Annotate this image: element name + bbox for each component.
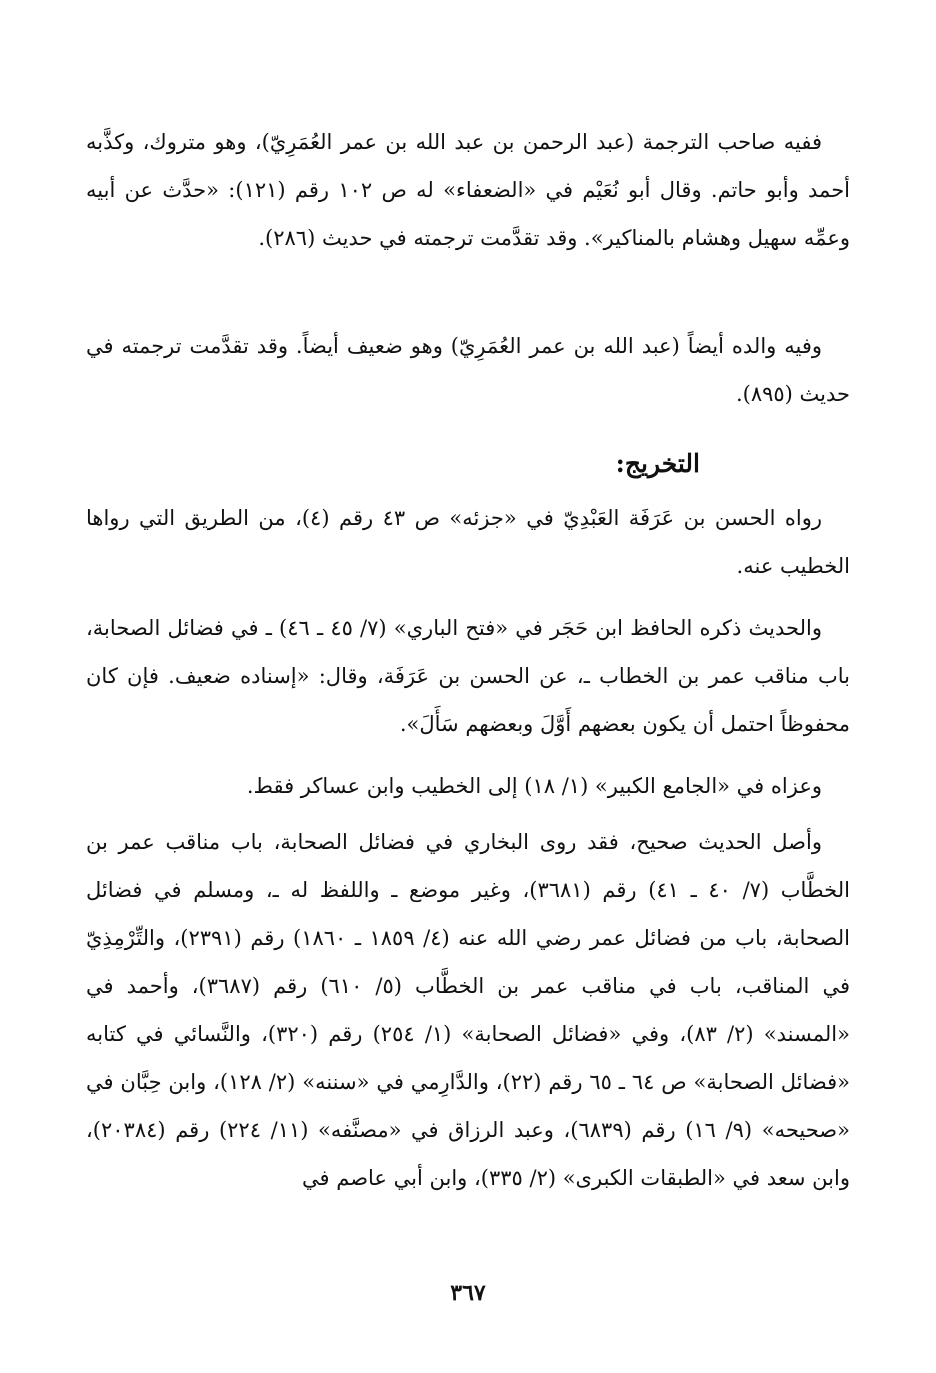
paragraph-takhrij-source xyxy=(86,494,850,590)
paragraph-text: ففيه صاحب الترجمة (عبد الرحمن بن عبد الله بن عمر العُمَرِيّ)، وهو متروك، وكذَّبه أحمد وأبو حاتم. وقال أبو نُعَيْم في «الضعفاء» له ص ١٠٢ رقم (١٢١): «حدَّث عن أبيه وعمِّه سهيل وهشام بالمناكير». وقد تقدَّمت ترجمته في حديث (٢٨٦). xyxy=(86,130,851,250)
paragraph-text: والحديث ذكره الحافظ ابن حَجَر في «فتح الباري» (٧/ ٤٥ ـ ٤٦) ـ في فضائل الصحابة، باب مناقب عمر بن الخطاب ـ، عن الحسن بن عَرَفَة، وقال: «إسناده ضعيف. فإن كان محفوظاً احتمل أن يكون بعضهم أَوَّلَ وبعضهم سَأَلَ». xyxy=(86,616,850,736)
paragraph-text: رواه الحسن بن عَرَفَة العَبْدِيّ في «جزئه» ص ٤٣ رقم (٤)، من الطريق التي رواها الخطيب عنه. xyxy=(86,506,850,578)
paragraph-father-note xyxy=(86,322,850,418)
paragraph-ibn-hajar xyxy=(86,604,850,748)
page-number: ٣٦٧ xyxy=(450,1280,486,1306)
paragraph-narrator-note xyxy=(86,118,850,262)
section-heading: التخريج: xyxy=(615,449,700,478)
paragraph-sources-list xyxy=(86,818,850,1202)
paragraph-text: وفيه والده أيضاً (عبد الله بن عمر العُمَرِيّ) وهو ضعيف أيضاً. وقد تقدَّمت ترجمته في حديث (٨٩٥). xyxy=(86,334,850,406)
paragraph-attribution xyxy=(86,762,850,810)
paragraph-text: وعزاه في «الجامع الكبير» (١/ ١٨) إلى الخطيب وابن عساكر فقط. xyxy=(246,774,822,798)
paragraph-text: وأصل الحديث صحيح، فقد روى البخاري في فضائل الصحابة، باب مناقب عمر بن الخطَّاب (٧/ ٤٠ ـ ٤١) رقم (٣٦٨١)، وغير موضع ـ واللفظ له ـ، ومسلم في فضائل الصحابة، باب من فضائل عمر رضي الله عنه (٤/ ١٨٥٩ ـ ١٨٦٠) رقم (٢٣٩١)، والتِّرْمِذِيّ في المناقب، باب في مناقب عمر بن الخطَّاب (٥/ ٦١٠) رقم (٣٦٨٧)، وأحمد في «المسند» (٢/ ٨٣)، وفي «فضائل الصحابة» (١/ ٢٥٤) رقم (٣٢٠)، والنَّسائي في كتابه «فضائل الصحابة» ص ٦٤ ـ ٦٥ رقم (٢٢)، والدَّارِمي في «سننه» (٢/ ١٢٨)، وابن حِبَّان في «صحيحه» (٩/ ١٦) رقم (٦٨٣٩)، وعبد الرزاق في «مصنَّفه» (١١/ ٢٢٤) رقم (٢٠٣٨٤)، وابن سعد في «الطبقات الكبرى» (٢/ ٣٣٥)، وابن أبي عاصم في xyxy=(86,830,850,1190)
